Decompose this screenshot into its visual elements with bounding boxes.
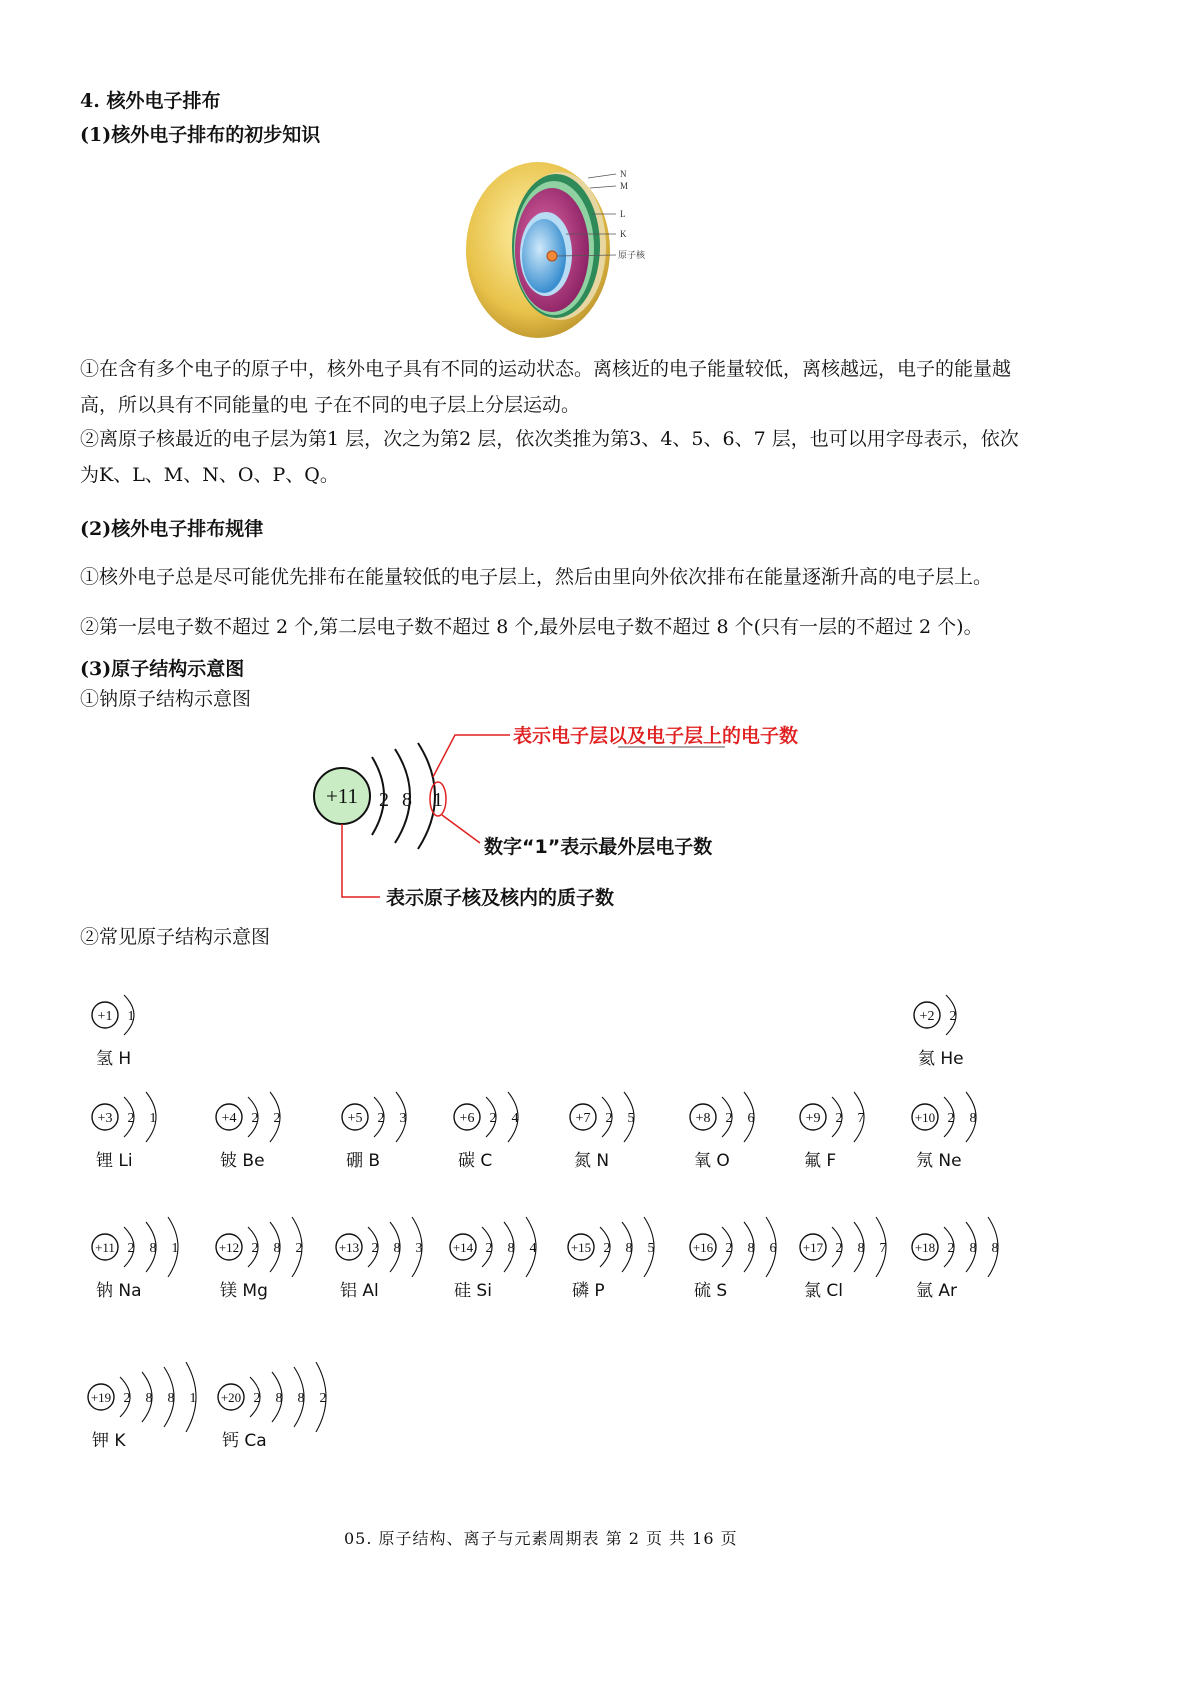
element-name-label: 锂 Li: [96, 1151, 133, 1171]
nucleus-charge: +11: [95, 1240, 115, 1255]
rule-1: ①核外电子总是尽可能优先排布在能量较低的电子层上，然后由里向外依次排布在能量逐渐升高的电子层上。: [80, 566, 993, 588]
electron-count: 2: [835, 1111, 843, 1126]
element-name-label: 镁 Mg: [220, 1281, 268, 1301]
page-footer: 05. 原子结构、离子与元素周期表 第 2 页 共 16 页: [344, 1529, 738, 1548]
annotation-layers: 表示电子层以及电子层上的电子数: [513, 725, 799, 747]
atom-shell-illustration: [460, 158, 660, 348]
electron-count: 1: [171, 1241, 179, 1256]
electron-count: 6: [747, 1111, 755, 1126]
electron-count: 2: [947, 1111, 955, 1126]
element-name-label: 铝 Al: [340, 1281, 379, 1301]
electron-count: 8: [275, 1391, 283, 1406]
element-name-label: 碳 C: [458, 1151, 493, 1171]
electron-count: 8: [991, 1241, 999, 1256]
nucleus-charge: +8: [695, 1111, 711, 1126]
electron-count: 7: [857, 1111, 865, 1126]
electron-count: 2: [371, 1241, 379, 1256]
electron-count: 2: [489, 1111, 497, 1126]
electron-count: 2: [123, 1391, 131, 1406]
electron-count: 2: [127, 1241, 135, 1256]
electron-count: 6: [769, 1241, 777, 1256]
common-diagrams-caption: ②常见原子结构示意图: [80, 926, 271, 948]
element-name-label: 氮 N: [574, 1151, 610, 1171]
atom-diagram: [566, 1212, 682, 1282]
atom-diagram: [216, 1362, 354, 1432]
subsection-heading-3: (3)原子结构示意图: [80, 658, 245, 680]
paragraph-1-line-2: 高，所以具有不同能量的电 子在不同的电子层上分层运动。: [80, 394, 581, 416]
nucleus-charge: +7: [575, 1111, 591, 1126]
atom-diagram: [798, 1082, 892, 1152]
shell-label-n: N: [620, 169, 627, 179]
electron-count: 8: [969, 1111, 977, 1126]
electron-count: 8: [747, 1241, 755, 1256]
layers-leader-line: [433, 735, 510, 777]
subsection-heading-1: (1)核外电子排布的初步知识: [80, 124, 321, 146]
atom-diagram: [90, 980, 162, 1050]
electron-count: 2: [127, 1111, 135, 1126]
annotation-outer-electrons: 数字“1”表示最外层电子数: [484, 836, 713, 858]
atom-diagram: [910, 1082, 1004, 1152]
nucleus-charge: +16: [692, 1240, 714, 1255]
atom-diagram: [90, 1082, 184, 1152]
nucleus-charge: +2: [919, 1009, 935, 1024]
atom-diagram: [340, 1082, 434, 1152]
electron-count: 8: [507, 1241, 515, 1256]
nucleus-label: 原子核: [618, 250, 646, 260]
element-name-label: 铍 Be: [220, 1151, 265, 1171]
shell-label-m: M: [620, 181, 629, 191]
electron-count: 2: [485, 1241, 493, 1256]
nucleus-charge: +4: [221, 1111, 237, 1126]
electron-count: 4: [511, 1111, 519, 1126]
electron-count: 8: [625, 1241, 633, 1256]
electron-count: 2: [605, 1111, 613, 1126]
atom-diagram: [688, 1082, 782, 1152]
electron-count: 8: [167, 1391, 175, 1406]
atom-diagram: [798, 1212, 914, 1282]
electron-count: 2: [251, 1241, 259, 1256]
nucleus-charge: +9: [805, 1111, 821, 1126]
element-name-label: 硅 Si: [454, 1281, 492, 1301]
electron-count: 2: [295, 1241, 303, 1256]
sodium-structure-diagram: [300, 715, 860, 925]
electron-count: 2: [603, 1241, 611, 1256]
element-name-label: 氟 F: [804, 1151, 837, 1171]
electron-count: 8: [297, 1391, 305, 1406]
atom-diagram: [912, 980, 984, 1050]
element-name-label: 氧 O: [694, 1151, 730, 1171]
atom-diagram: [214, 1212, 330, 1282]
atom-diagram: [688, 1212, 804, 1282]
section-heading: 4. 核外电子排布: [80, 90, 221, 112]
electron-count: 8: [145, 1391, 153, 1406]
element-name-label: 氖 Ne: [916, 1151, 962, 1171]
sodium-shell-2-count: 8: [402, 789, 412, 811]
nucleus-charge: +18: [914, 1240, 936, 1255]
paragraph-2-line-1: ②离原子核最近的电子层为第1 层，次之为第2 层，依次类推为第3、4、5、6、7 层，也可以用字母表示，依次: [80, 428, 1019, 450]
electron-count: 5: [647, 1241, 655, 1256]
annotation-nucleus: 表示原子核及核内的质子数: [386, 887, 615, 909]
subsection-heading-2: (2)核外电子排布规律: [80, 518, 264, 540]
element-name-label: 氦 He: [918, 1049, 964, 1069]
nucleus-charge: +5: [347, 1111, 363, 1126]
nucleus-charge: +6: [459, 1111, 475, 1126]
atom-diagram: [568, 1082, 662, 1152]
sodium-diagram-caption: ①钠原子结构示意图: [80, 688, 252, 710]
electron-count: 8: [393, 1241, 401, 1256]
nucleus-charge: +1: [97, 1009, 113, 1024]
electron-count: 8: [857, 1241, 865, 1256]
electron-count: 1: [127, 1009, 135, 1024]
shell-label-l: L: [620, 209, 626, 219]
nucleus-charge: +12: [218, 1240, 240, 1255]
electron-count: 1: [189, 1391, 197, 1406]
electron-count: 2: [725, 1111, 733, 1126]
sodium-shell-1-count: 2: [379, 789, 389, 811]
nucleus-charge: +17: [802, 1240, 824, 1255]
sodium-nucleus-charge: +11: [325, 784, 359, 808]
shell-label-k: K: [620, 229, 627, 239]
sodium-shell-3-count: 1: [433, 789, 443, 811]
element-name-label: 钙 Ca: [222, 1431, 267, 1451]
nucleus-charge: +14: [452, 1240, 474, 1255]
atom-diagram: [448, 1212, 564, 1282]
electron-count: 8: [149, 1241, 157, 1256]
electron-count: 3: [415, 1241, 423, 1256]
atom-diagram: [334, 1212, 450, 1282]
element-name-label: 钠 Na: [96, 1281, 142, 1301]
nucleus-charge: +3: [97, 1111, 113, 1126]
electron-count: 2: [949, 1009, 957, 1024]
nucleus-charge: +10: [914, 1110, 936, 1125]
atom-diagram: [86, 1362, 224, 1432]
electron-count: 2: [253, 1391, 261, 1406]
electron-count: 2: [319, 1391, 327, 1406]
rule-2: ②第一层电子数不超过 2 个,第二层电子数不超过 8 个,最外层电子数不超过 8 个(只有一层的不超过 2 个)。: [80, 616, 983, 638]
electron-count: 2: [947, 1241, 955, 1256]
atom-diagram: [452, 1082, 546, 1152]
nucleus-charge: +15: [570, 1240, 592, 1255]
electron-count: 5: [627, 1111, 635, 1126]
paragraph-1-line-1: ①在含有多个电子的原子中，核外电子具有不同的运动状态。离核近的电子能量较低，离核越远，电子的能量越: [80, 358, 1012, 380]
electron-count: 2: [725, 1241, 733, 1256]
element-name-label: 氯 Cl: [804, 1281, 843, 1301]
element-name-label: 磷 P: [572, 1281, 605, 1301]
nucleus-dot: [547, 251, 557, 261]
electron-count: 4: [529, 1241, 537, 1256]
atom-diagram: [910, 1212, 1026, 1282]
electron-count: 2: [835, 1241, 843, 1256]
atom-diagram: [214, 1082, 308, 1152]
element-name-label: 硼 B: [346, 1151, 381, 1171]
nucleus-charge: +13: [338, 1240, 360, 1255]
electron-count: 2: [273, 1111, 281, 1126]
element-name-label: 氢 H: [96, 1049, 132, 1069]
electron-count: 2: [377, 1111, 385, 1126]
electron-count: 8: [969, 1241, 977, 1256]
atom-diagram: [90, 1212, 206, 1282]
outer-leader-line: [442, 815, 480, 843]
electron-count: 3: [399, 1111, 407, 1126]
electron-count: 8: [273, 1241, 281, 1256]
element-name-label: 氩 Ar: [916, 1281, 958, 1301]
nucleus-leader-line: [342, 824, 380, 897]
nucleus-charge: +20: [220, 1390, 242, 1405]
paragraph-2-line-2: 为K、L、M、N、O、P、Q。: [80, 464, 339, 486]
electron-count: 7: [879, 1241, 887, 1256]
electron-count: 1: [149, 1111, 157, 1126]
element-name-label: 钾 K: [92, 1431, 126, 1451]
electron-count: 2: [251, 1111, 259, 1126]
nucleus-charge: +19: [90, 1390, 112, 1405]
element-name-label: 硫 S: [694, 1281, 728, 1301]
